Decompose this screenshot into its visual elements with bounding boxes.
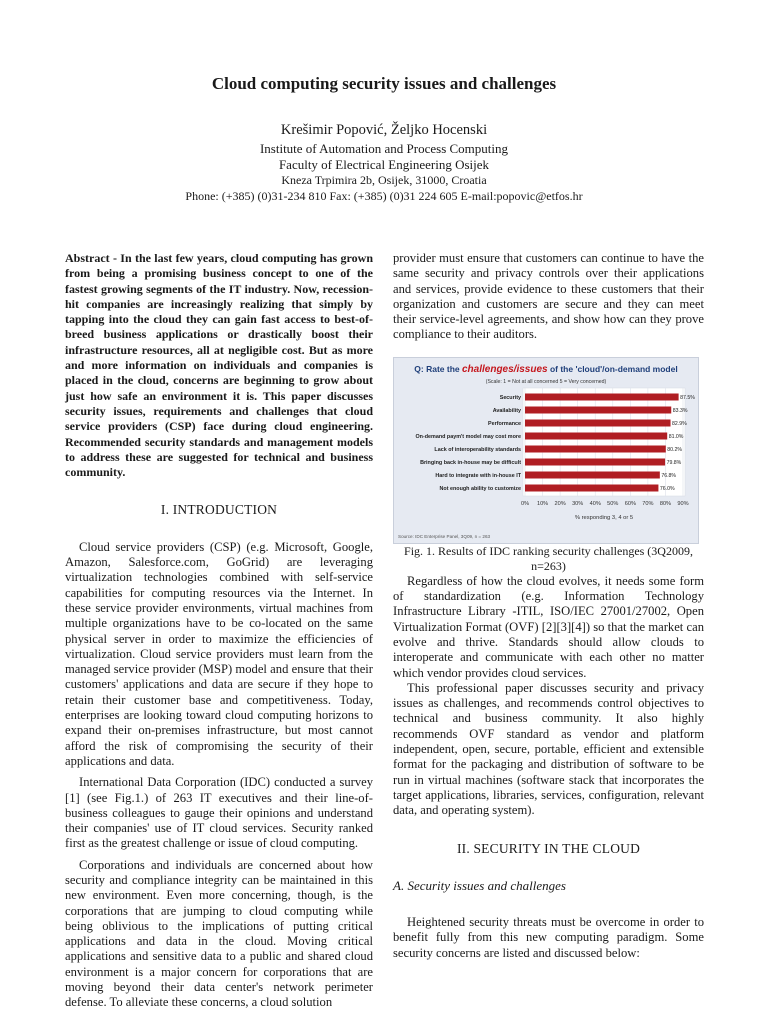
- intro-paragraph-2: International Data Corporation (IDC) conducted a survey [1] (see Fig.1.) of 263 IT executives and their line-of-business colleagues to gauge their opinions and understand their companies' use of IT cloud services. Security ranked first as the greatest challenge or issue of cloud computing.: [65, 775, 373, 851]
- chart-bar: [525, 484, 658, 491]
- intro-paragraph-4: provider must ensure that customers can continue to have the same security and privacy controls over their applications and services, provide evidence to these customers that their organization and customers are secure and they can meet their service-level agreements, and show how can they prove compliance to their auditors.: [393, 251, 704, 342]
- intro-paragraph-5: Regardless of how the cloud evolves, it needs some form of standardization (e.g. Information Technology Infrastructure Library -ITIL, ISO/IEC 27001/27002, Open Virtualization Format (OVF) [2][3][4]) so that the market can evolve and thrive. Standards should allow clouds to interoperate and communicate with each other no matter which vendor provides cloud services.: [393, 573, 704, 680]
- chart-category-label: Hard to integrate with in-house IT: [435, 472, 521, 479]
- chart-bar: [525, 432, 667, 439]
- affiliation-contact: Phone: (+385) (0)31-234 810 Fax: (+385) (0)31 224 605 E-mail:popovic@etfos.hr: [185, 189, 583, 203]
- chart-title-prefix: Q: Rate the: [414, 363, 462, 374]
- chart-xlabel: % responding 3, 4 or 5: [574, 514, 634, 521]
- left-column: [65, 251, 373, 1011]
- chart-value-label: 83.3%: [672, 407, 688, 414]
- chart-value-label: 87.5%: [680, 394, 695, 401]
- chart-bar: [525, 458, 665, 465]
- intro-paragraph-1: Cloud service providers (CSP) (e.g. Microsoft, Google, Amazon, Salesforce.com, GoGrid) are leveraging virtualization technologies combined with self-service capabilities for computing resources via the Internet. In these service provider environments, virtual machines from multiple organizations have to be co-located on the same physical server in order to maximize the efficiencies of virtualization. Cloud service providers must learn from the managed service provider (MSP) model and ensure that their customers' applications and data are secure if they hope to retain their customer base and competitiveness. Today, enterprises are looking toward cloud computing horizons to expand their on-premises infrastructure, but most cannot afford the risk of compromising the security of their applications and data.: [65, 539, 373, 768]
- chart-bar: [525, 471, 660, 478]
- right-column: [393, 251, 704, 961]
- chart-value-label: 80.2%: [667, 446, 683, 453]
- section-2a-subheading: A. Security issues and challenges: [393, 877, 566, 893]
- chart-value-label: 79.8%: [666, 459, 682, 466]
- affiliation-faculty: Faculty of Electrical Engineering Osijek: [278, 157, 490, 172]
- chart-category-label: On-demand paym't model may cost more: [415, 433, 521, 440]
- chart-tick-label: 40%: [589, 500, 601, 507]
- affiliation-address: Kneza Trpimira 2b, Osijek, 31000, Croatia: [281, 173, 487, 187]
- chart-tick-label: 10%: [536, 500, 549, 507]
- figure-1-caption: Fig. 1. Results of IDC ranking security challenges (3Q2009, n=263): [404, 543, 693, 573]
- chart-tick-label: 30%: [572, 500, 584, 507]
- chart-value-label: 82.9%: [672, 420, 687, 427]
- chart-tick-label: 90%: [677, 500, 689, 507]
- chart-bar: [525, 445, 666, 452]
- section-2-paragraph-1: Heightened security threats must be overcome in order to benefit fully from this new computing paradigm. Some security concerns are listed and discussed below:: [393, 915, 704, 960]
- section-1-heading: I. INTRODUCTION: [160, 502, 278, 518]
- chart-bar: [525, 406, 671, 413]
- chart-category-label: Availability: [492, 407, 521, 414]
- chart-source: Source: IDC Enterprise Panel, 3Q09, n = 263: [398, 533, 491, 539]
- chart-value-label: 76.8%: [661, 472, 677, 479]
- chart-bar: [525, 393, 679, 400]
- chart-title-suffix: of the 'cloud'/on-demand model: [547, 363, 678, 374]
- chart-category-label: Performance: [488, 420, 521, 427]
- affiliation-institute: Institute of Automation and Process Computing: [259, 141, 509, 156]
- chart-title-highlight: challenges/issues: [461, 363, 548, 375]
- chart-bar: [525, 419, 671, 426]
- idc-bar-chart: [394, 358, 698, 543]
- intro-paragraph-6: This professional paper discusses security and privacy issues as challenges, and recommends control objectives to technical and business community. It also highly recommends OVF standard as vendor and platform independent, open, secure, portable, efficient and extensible format for the packaging and distribution of software to be run in virtual machines (software stack that incorporates the target applications, libraries, services, configuration, relevant data, and operating system).: [393, 680, 704, 818]
- chart-tick-label: 70%: [642, 500, 654, 507]
- figure-1-chart: [393, 357, 699, 544]
- intro-paragraph-3: Corporations and individuals are concerned about how security and compliance integrity can be maintained in this new environment. Even more concerning, though, is the corporations that are jumping to cloud computing while being oblivious to the implications of putting critical applications and data in the cloud. Moving critical applications and sensitive data to a public and shared cloud environment is a major concern for corporations that are moving beyond their data center's network perimeter defense. To alleviate these concerns, a cloud solution: [65, 857, 373, 1010]
- paper-title: Cloud computing security issues and challenges: [211, 74, 557, 93]
- chart-tick-label: 0%: [520, 500, 530, 507]
- chart-subtitle: (Scale: 1 = Not at all concerned 5 = Very concerned): [485, 378, 607, 385]
- section-2-heading: II. SECURITY IN THE CLOUD: [456, 840, 641, 856]
- chart-category-label: Lack of interoperability standards: [434, 446, 521, 453]
- chart-category-label: Not enough ability to customize: [439, 485, 521, 492]
- chart-tick-label: 20%: [554, 500, 566, 507]
- chart-tick-label: 60%: [624, 500, 636, 507]
- chart-tick-label: 80%: [659, 500, 672, 507]
- chart-title: [414, 364, 677, 375]
- abstract: Abstract - In the last few years, cloud computing has grown from being a promising business concept to one of the fastest growing segments of the IT industry. Now, recession-hit companies are increasingly realizing that simply by tapping into the cloud they can gain fast access to best-of-breed business applications or drastically boost their infrastructure resources, all at negligible cost. But as more and more information on individuals and companies is placed in the cloud, concerns are beginning to grow about just how safe an environment it is. This paper discusses security issues, requirements and challenges that cloud service providers (CSP) face during cloud engineering. Recommended security standards and management models to address these are suggested for technical and business community.: [65, 251, 373, 480]
- chart-value-label: 76.0%: [659, 485, 675, 492]
- paper-authors: Krešimir Popović, Željko Hocenski: [280, 122, 488, 138]
- chart-category-label: Security: [499, 394, 521, 401]
- chart-value-label: 81.0%: [668, 433, 684, 440]
- chart-category-label: Bringing back in-house may be difficult: [420, 459, 521, 466]
- chart-tick-label: 50%: [607, 500, 619, 507]
